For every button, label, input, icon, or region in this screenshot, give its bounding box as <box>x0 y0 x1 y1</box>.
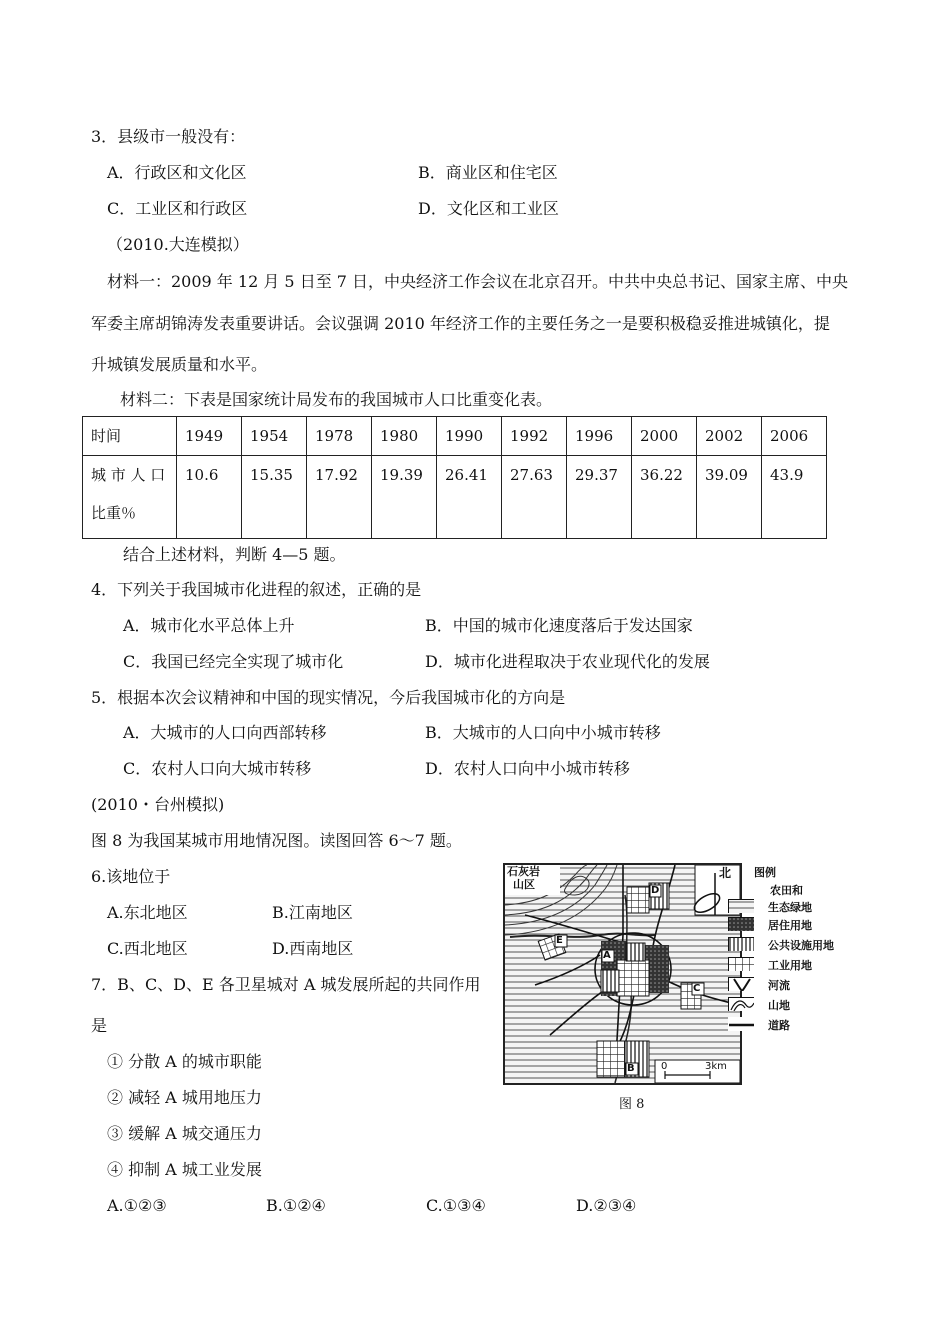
land-use-map-drawing <box>505 865 740 1083</box>
legend-river <box>728 977 868 993</box>
table-value: 15.35 <box>242 456 307 539</box>
material2-intro: 材料二：下表是国家统计局发布的我国城市人口比重变化表。 <box>120 390 553 409</box>
q3-option-a: A．行政区和文化区 <box>107 163 247 182</box>
material1-line1: 材料一：2009 年 12 月 5 日至 7 日，中央经济工作会议在北京召开。中共中央总书记、国家主席、中央 <box>107 272 849 291</box>
table-year: 2002 <box>697 417 762 456</box>
scale-zero-label: 0 <box>661 1061 668 1072</box>
town-label-c: C <box>693 983 701 994</box>
table-header-ratio-line1: 城 市 人 口 <box>91 466 166 484</box>
table-year: 1954 <box>242 417 307 456</box>
city-a-industrial <box>617 960 649 996</box>
q7-option-d: D.②③④ <box>576 1196 637 1215</box>
table-value: 10.6 <box>177 456 242 539</box>
source-label-taizhou: (2010・台州模拟) <box>91 795 225 814</box>
q7-option-c: C.①③④ <box>426 1196 486 1215</box>
q6-option-b: B.江南地区 <box>272 903 353 922</box>
public-swatch <box>728 937 754 951</box>
material1-line2: 军委主席胡锦涛发表重要讲话。会议强调 2010 年经济工作的主要任务之一是要积极稳妥推进城镇化，提 <box>91 314 830 333</box>
legend-industrial <box>728 957 868 973</box>
q7-stem-line1: 7．B、C、D、E 各卫星城对 A 城发展所起的共同作用 <box>91 975 481 994</box>
table-value: 27.63 <box>502 456 567 539</box>
q4-option-b: B．中国的城市化速度落后于发达国家 <box>425 616 693 635</box>
q5-stem: 5．根据本次会议精神和中国的现实情况，今后我国城市化的方向是 <box>91 688 566 707</box>
legend-farmland-line2: 生态绿地 <box>768 901 812 914</box>
q7-option-a: A.①②③ <box>107 1196 167 1215</box>
table-header-ratio-line2: 比重％ <box>91 504 137 522</box>
map-legend <box>728 866 868 1036</box>
table-value: 39.09 <box>697 456 762 539</box>
legend-industrial-label: 工业用地 <box>768 959 812 972</box>
q7-item-3: ③ 缓解 A 城交通压力 <box>107 1124 262 1143</box>
combine-instruction: 结合上述材料，判断 4—5 题。 <box>123 545 346 564</box>
land-use-map <box>503 863 742 1085</box>
figure-intro: 图 8 为我国某城市用地情况图。读图回答 6～7 题。 <box>91 831 462 850</box>
material1-line3: 升城镇发展质量和水平。 <box>91 355 268 374</box>
table-value: 17.92 <box>307 456 372 539</box>
table-header-ratio <box>83 456 177 539</box>
road-swatch <box>728 1017 754 1031</box>
city-a-public-north <box>626 943 645 961</box>
table-year: 1992 <box>502 417 567 456</box>
q7-option-b: B.①②④ <box>266 1196 326 1215</box>
legend-mountain <box>728 997 868 1013</box>
q5-option-c: C．农村人口向大城市转移 <box>123 759 312 778</box>
q5-option-d: D．农村人口向中小城市转移 <box>425 759 630 778</box>
industrial-swatch <box>728 957 754 971</box>
q4-option-d: D．城市化进程取决于农业现代化的发展 <box>425 652 710 671</box>
town-label-d: D <box>651 885 660 896</box>
q3-option-d: D．文化区和工业区 <box>418 199 559 218</box>
q6-option-d: D.西南地区 <box>272 939 354 958</box>
q4-option-a: A．城市化水平总体上升 <box>123 616 295 635</box>
q3-option-b: B．商业区和住宅区 <box>418 163 558 182</box>
town-label-b: B <box>627 1063 635 1074</box>
legend-residential-label: 居住用地 <box>768 919 812 932</box>
town-label-e: E <box>556 935 563 946</box>
table-value: 36.22 <box>632 456 697 539</box>
scale-end-label: 3km <box>705 1061 727 1072</box>
table-year: 2006 <box>762 417 827 456</box>
table-value: 26.41 <box>437 456 502 539</box>
q5-option-a: A．大城市的人口向西部转移 <box>123 723 327 742</box>
source-label-dalian: （2010.大连模拟） <box>107 235 249 254</box>
q4-stem: 4．下列关于我国城市化进程的叙述，正确的是 <box>91 580 422 599</box>
q3-stem: 3．县级市一般没有： <box>91 127 246 146</box>
q4-option-c: C．我国已经完全实现了城市化 <box>123 652 344 671</box>
q3-option-c: C．工业区和行政区 <box>107 199 248 218</box>
q6-option-c: C.西北地区 <box>107 939 188 958</box>
q7-item-1: ① 分散 A 的城市职能 <box>107 1052 262 1071</box>
legend-public-label: 公共设施用地 <box>768 939 834 952</box>
q5-option-b: B．大城市的人口向中小城市转移 <box>425 723 661 742</box>
table-row-values <box>83 456 827 539</box>
table-year: 1978 <box>307 417 372 456</box>
residential-swatch <box>728 917 754 931</box>
q7-item-4: ④ 抑制 A 城工业发展 <box>107 1160 262 1179</box>
mountain-label-1: 石灰岩 <box>507 865 540 878</box>
legend-farmland <box>728 899 868 915</box>
table-row-years <box>83 417 827 456</box>
mountain-label-2: 山区 <box>513 878 535 891</box>
table-header-time: 时间 <box>83 417 177 456</box>
north-label: 北 <box>719 866 732 880</box>
town-label-a: A <box>603 950 611 961</box>
mountain-swatch <box>728 997 754 1011</box>
table-value: 19.39 <box>372 456 437 539</box>
table-year: 1990 <box>437 417 502 456</box>
table-year: 1949 <box>177 417 242 456</box>
scale-box <box>655 1060 740 1083</box>
legend-mountain-label: 山地 <box>768 999 790 1012</box>
river-swatch <box>728 977 754 991</box>
legend-title: 图例 <box>754 866 776 879</box>
legend-river-label: 河流 <box>768 979 790 992</box>
legend-road <box>728 1017 868 1033</box>
table-year: 1996 <box>567 417 632 456</box>
city-a-public <box>601 970 619 992</box>
q7-item-2: ② 减轻 A 城用地压力 <box>107 1088 262 1107</box>
table-value: 43.9 <box>762 456 827 539</box>
legend-public <box>728 937 868 953</box>
figure-caption: 图 8 <box>619 1097 645 1112</box>
q6-option-a: A.东北地区 <box>107 903 188 922</box>
town-d-industrial <box>627 887 649 913</box>
legend-farmland-line1: 农田和 <box>770 884 803 897</box>
urban-population-table <box>82 416 827 539</box>
town-b-industrial <box>597 1041 625 1077</box>
q7-stem-line2: 是 <box>91 1016 108 1035</box>
farmland-swatch <box>728 899 754 913</box>
legend-residential <box>728 917 868 933</box>
q6-stem: 6.该地位于 <box>91 867 171 886</box>
legend-road-label: 道路 <box>768 1019 790 1032</box>
table-year: 1980 <box>372 417 437 456</box>
table-value: 29.37 <box>567 456 632 539</box>
table-year: 2000 <box>632 417 697 456</box>
